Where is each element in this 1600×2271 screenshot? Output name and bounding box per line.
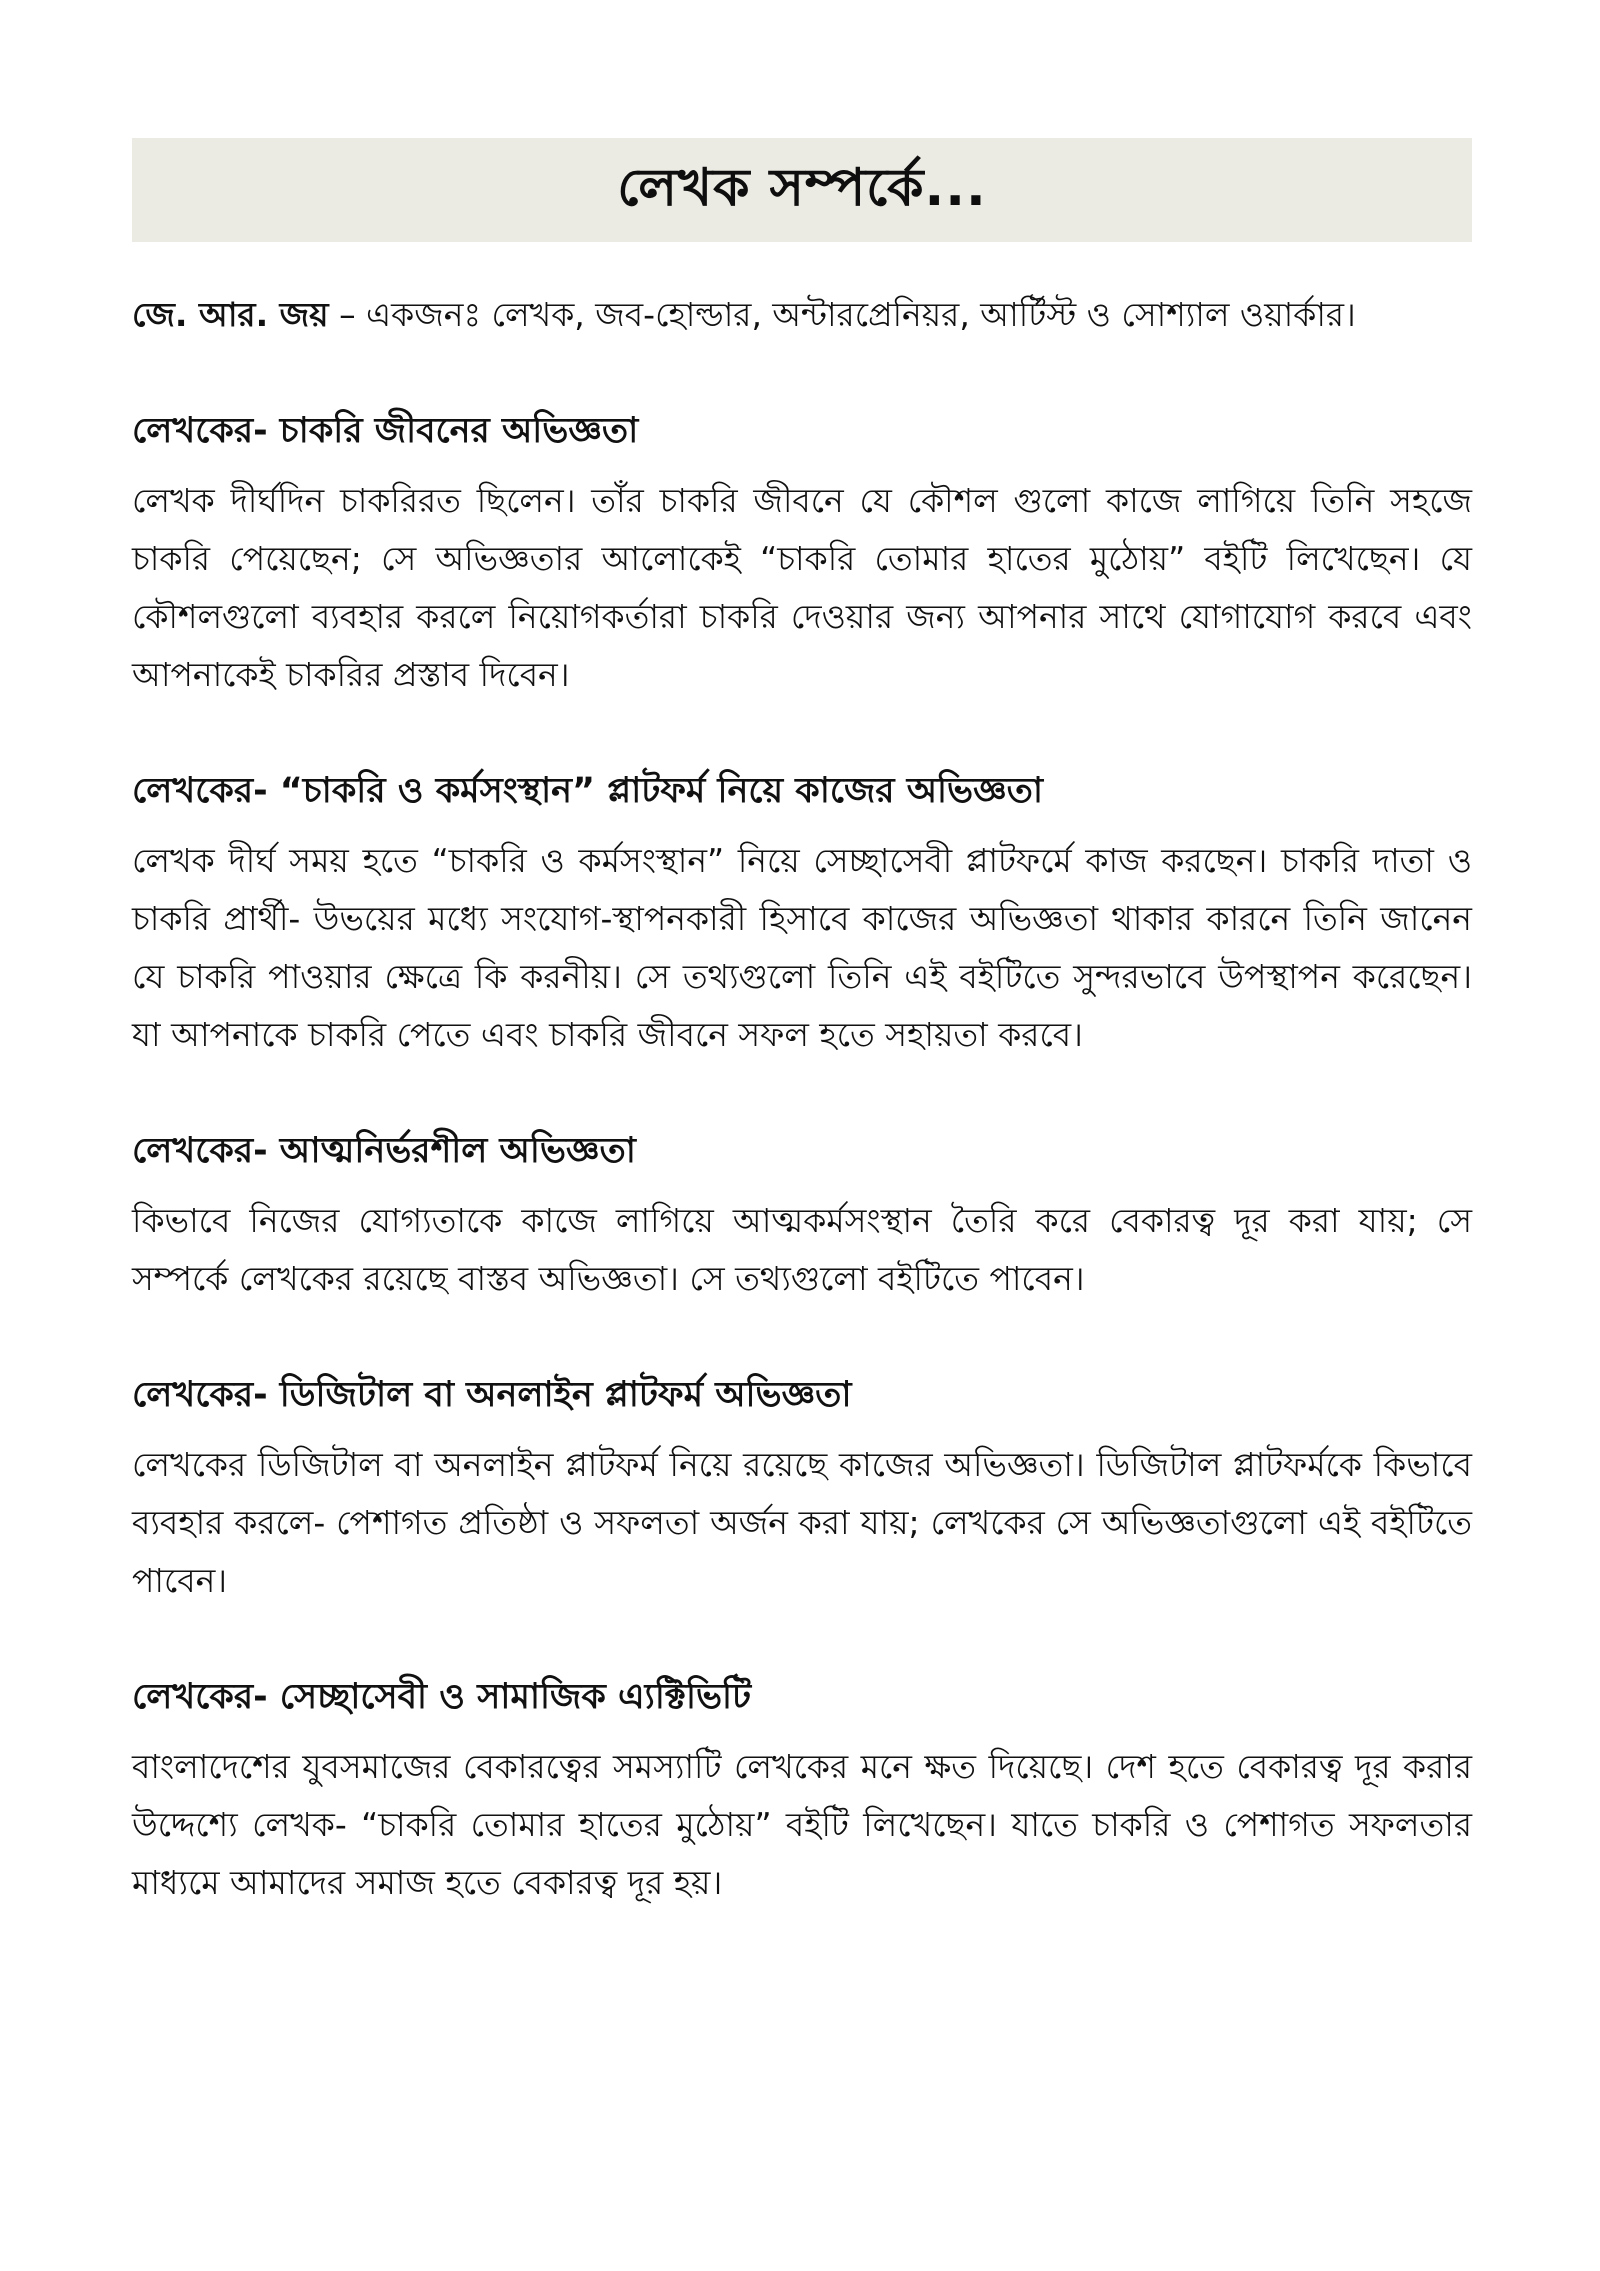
section-volunteer-activity bbox=[132, 1672, 1472, 1912]
section-digital-platform bbox=[132, 1370, 1472, 1610]
section-employment-platform bbox=[132, 766, 1472, 1064]
section-body: লেখক দীর্ঘদিন চাকরিরত ছিলেন। তাঁর চাকরি জীবনে যে কৌশল গুলো কাজে লাগিয়ে তিনি সহজে চাকরি পেয়েছেন; সে অভিজ্ঞতার আলোকেই “চাকরি তোমার হাতের মুঠোয়” বইটি লিখেছেন। যে কৌশলগুলো ব্যবহার করলে নিয়োগকর্তারা চাকরি দেওয়ার জন্য আপনার সাথে যোগাযোগ করবে এবং আপনাকেই চাকরির প্রস্তাব দিবেন। bbox=[132, 481, 1472, 694]
title-banner bbox=[132, 138, 1472, 242]
section-heading: লেখকের- আত্মনির্ভরশীল অভিজ্ঞতা bbox=[132, 1131, 636, 1171]
author-name: জে. আর. জয় bbox=[132, 295, 329, 334]
section-self-reliance bbox=[132, 1126, 1472, 1308]
section-heading: লেখকের- ডিজিটাল বা অনলাইন প্লাটফর্ম অভিজ্ঞতা bbox=[132, 1375, 852, 1415]
section-body: লেখক দীর্ঘ সময় হতে “চাকরি ও কর্মসংস্থান” নিয়ে সেচ্ছাসেবী প্লাটফর্মে কাজ করছেন। চাকরি দাতা ও চাকরি প্রার্থী- উভয়ের মধ্যে সংযোগ-স্থাপনকারী হিসাবে কাজের অভিজ্ঞতা থাকার কারনে তিনি জানেন যে চাকরি পাওয়ার ক্ষেত্রে কি করনীয়। সে তথ্যগুলো তিনি এই বইটিতে সুন্দরভাবে উপস্থাপন করেছেন। যা আপনাকে চাকরি পেতে এবং চাকরি জীবনে সফল হতে সহায়তা করবে। bbox=[132, 841, 1472, 1054]
author-intro bbox=[132, 286, 1472, 344]
section-body: কিভাবে নিজের যোগ্যতাকে কাজে লাগিয়ে আত্মকর্মসংস্থান তৈরি করে বেকারত্ব দূর করা যায়; সে সম্পর্কে লেখকের রয়েছে বাস্তব অভিজ্ঞতা। সে তথ্যগুলো বইটিতে পাবেন। bbox=[132, 1201, 1472, 1298]
page-title: লেখক সম্পর্কে... bbox=[617, 157, 987, 218]
section-heading: লেখকের- সেচ্ছাসেবী ও সামাজিক এ্যক্টিভিটি bbox=[132, 1677, 752, 1717]
section-job-experience bbox=[132, 406, 1472, 704]
about-author-page bbox=[132, 138, 1472, 1912]
author-intro-text: – একজনঃ লেখক, জব-হোল্ডার, অন্টারপ্রেনিয়র, আর্টিস্ট ও সোশ্যাল ওয়ার্কার। bbox=[328, 295, 1356, 334]
section-heading: লেখকের- “চাকরি ও কর্মসংস্থান” প্লাটফর্ম নিয়ে কাজের অভিজ্ঞতা bbox=[132, 771, 1044, 811]
section-heading: লেখকের- চাকরি জীবনের অভিজ্ঞতা bbox=[132, 411, 639, 451]
section-body: লেখকের ডিজিটাল বা অনলাইন প্লাটফর্ম নিয়ে রয়েছে কাজের অভিজ্ঞতা। ডিজিটাল প্লাটফর্মকে কিভাবে ব্যবহার করলে- পেশাগত প্রতিষ্ঠা ও সফলতা অর্জন করা যায়; লেখকের সে অভিজ্ঞতাগুলো এই বইটিতে পাবেন। bbox=[132, 1445, 1472, 1600]
section-body: বাংলাদেশের যুবসমাজের বেকারত্বের সমস্যাটি লেখকের মনে ক্ষত দিয়েছে। দেশ হতে বেকারত্ব দূর করার উদ্দেশ্যে লেখক- “চাকরি তোমার হাতের মুঠোয়” বইটি লিখেছেন। যাতে চাকরি ও পেশাগত সফলতার মাধ্যমে আমাদের সমাজ হতে বেকারত্ব দূর হয়। bbox=[132, 1747, 1472, 1902]
